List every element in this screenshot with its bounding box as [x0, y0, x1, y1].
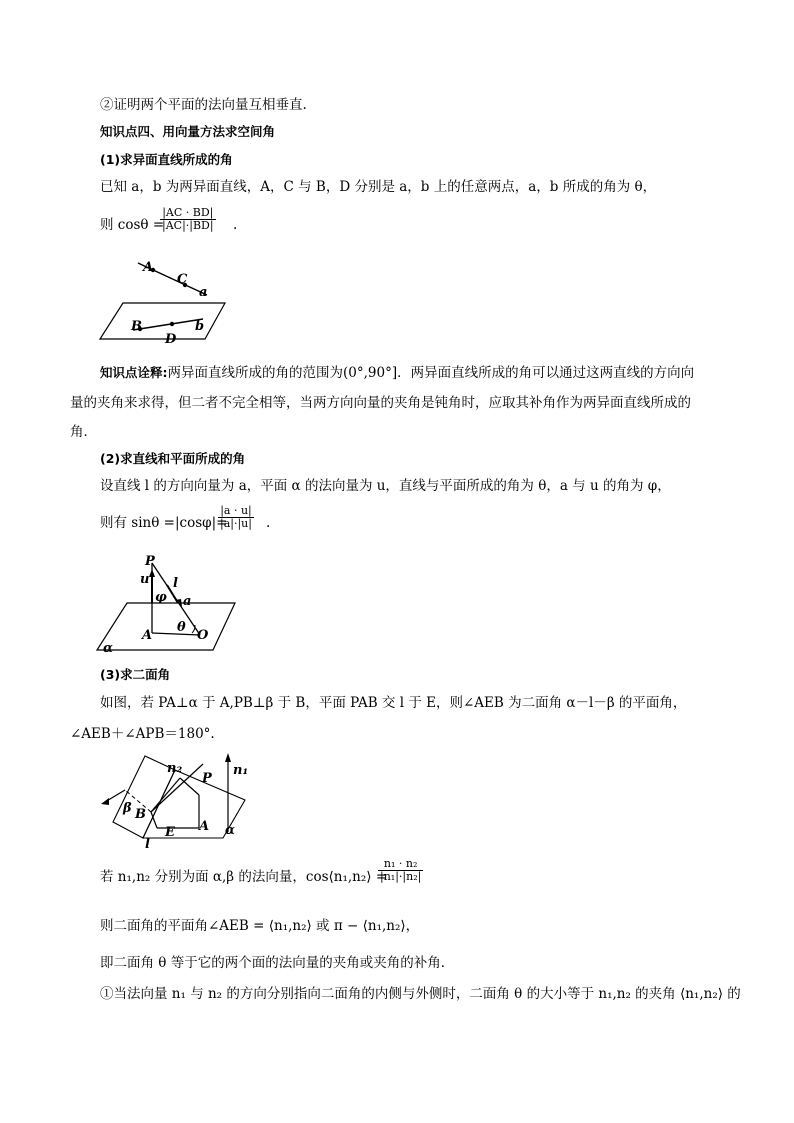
fig1-label-B: B — [131, 319, 142, 334]
fig3-label-beta: β — [123, 801, 132, 816]
fig2-label-theta: θ — [177, 620, 186, 635]
fig3-label-A: A — [199, 819, 210, 834]
subheading-2: (2)求直线和平面所成的角 — [100, 451, 246, 466]
formula-3-fraction — [378, 858, 423, 883]
note-line-3: 角． — [70, 424, 97, 440]
fig1-label-C: C — [177, 272, 188, 287]
formula-2-fraction — [218, 505, 254, 530]
formula-2-numerator: |a · u| — [218, 505, 254, 518]
fig1-label-b: b — [195, 319, 205, 334]
formula-2-denominator: |a|·|u| — [220, 517, 252, 530]
figure-line-plane-angle — [95, 555, 245, 655]
fig2-label-O: O — [197, 628, 209, 643]
fig3-label-n2: n₂ — [167, 761, 183, 776]
paragraph-6: ∠AEB＋∠APB＝180°. — [70, 726, 215, 742]
fig2-label-P: P — [145, 554, 155, 569]
formula-2-suffix: . — [266, 515, 271, 531]
fig1-label-D: D — [165, 332, 177, 347]
paragraph-5: 如图，若 PA⊥α 于 A,PB⊥β 于 B，平面 PAB 交 l 于 E，则∠AEB 为二面角 α－l－β 的平面角， — [100, 695, 687, 711]
fig2-label-l: l — [173, 576, 178, 591]
fig2-label-A: A — [142, 628, 153, 643]
fig2-label-phi: φ — [155, 590, 167, 605]
fig1-label-a: a — [199, 285, 208, 300]
formula-3-prefix: 若 n₁,n₂ 分别为面 α,β 的法向量，cos⟨n₁,n₂⟩ = — [100, 869, 388, 885]
fig3-label-alpha: α — [225, 823, 236, 838]
fig3-label-E: E — [165, 825, 175, 840]
paragraph-3: 设直线 l 的方向向量为 a，平面 α 的法向量为 u，直线与平面所成的角为 θ，a 与 u 的角为 φ， — [100, 478, 671, 494]
figure-skew-lines — [95, 255, 235, 350]
fig2-label-alpha: α — [103, 641, 114, 656]
formula-3-denominator: |n₁|·|n₂| — [380, 870, 422, 883]
fig2-label-u: u — [140, 572, 150, 587]
subheading-3: (3)求二面角 — [100, 667, 171, 682]
note-line-1 — [100, 364, 694, 382]
paragraph-10: ①当法向量 n₁ 与 n₂ 的方向分别指向二面角的内侧与外侧时，二面角 θ 的大小等于 n₁,n₂ 的夹角 ⟨n₁,n₂⟩ 的 — [100, 986, 741, 1002]
fig3-label-l: l — [145, 837, 150, 852]
paragraph-1: 已知 a，b 为两异面直线，A，C 与 B，D 分别是 a，b 上的任意两点，a，b 所成的角为 θ， — [100, 179, 657, 195]
formula-1-denominator: |AC|·|BD| — [162, 219, 214, 232]
fig2-label-a: a — [183, 594, 192, 609]
fig3-label-n1: n₁ — [233, 763, 249, 778]
formula-3-numerator: n₁ · n₂ — [378, 858, 423, 871]
fig1-label-A: A — [143, 260, 154, 275]
formula-1-fraction — [160, 207, 216, 232]
note-label: 知识点诠释: — [100, 365, 168, 380]
formula-1-prefix: 则 cosθ = — [100, 217, 165, 233]
fig3-label-B: B — [135, 807, 146, 822]
paragraph-8: 则二面角的平面角∠AEB = ⟨n₁,n₂⟩ 或 π − ⟨n₁,n₂⟩， — [100, 918, 420, 934]
note-line-2: 量的夹角来求得，但二者不完全相等，当两方向向量的夹角是钝角时，应取其补角作为两异面直线所成的 — [70, 395, 691, 411]
figure-dihedral-angle — [95, 750, 255, 850]
note-text-1: 两异面直线所成的角的范围为(0°,90°]．两异面直线所成的角可以通过这两直线的方向向 — [167, 365, 695, 381]
formula-2-prefix: 则有 sinθ =|cosφ|= — [100, 515, 228, 531]
text-line-1: ②证明两个平面的法向量互相垂直. — [100, 97, 307, 113]
paragraph-9: 即二面角 θ 等于它的两个面的法向量的夹角或夹角的补角． — [100, 955, 455, 971]
formula-1-numerator: |AC · BD| — [160, 207, 216, 220]
fig3-label-P: P — [202, 771, 212, 786]
subheading-1: (1)求异面直线所成的角 — [100, 152, 233, 167]
formula-1-suffix: . — [233, 217, 238, 233]
section-heading-4: 知识点四、用向量方法求空间角 — [100, 124, 276, 139]
